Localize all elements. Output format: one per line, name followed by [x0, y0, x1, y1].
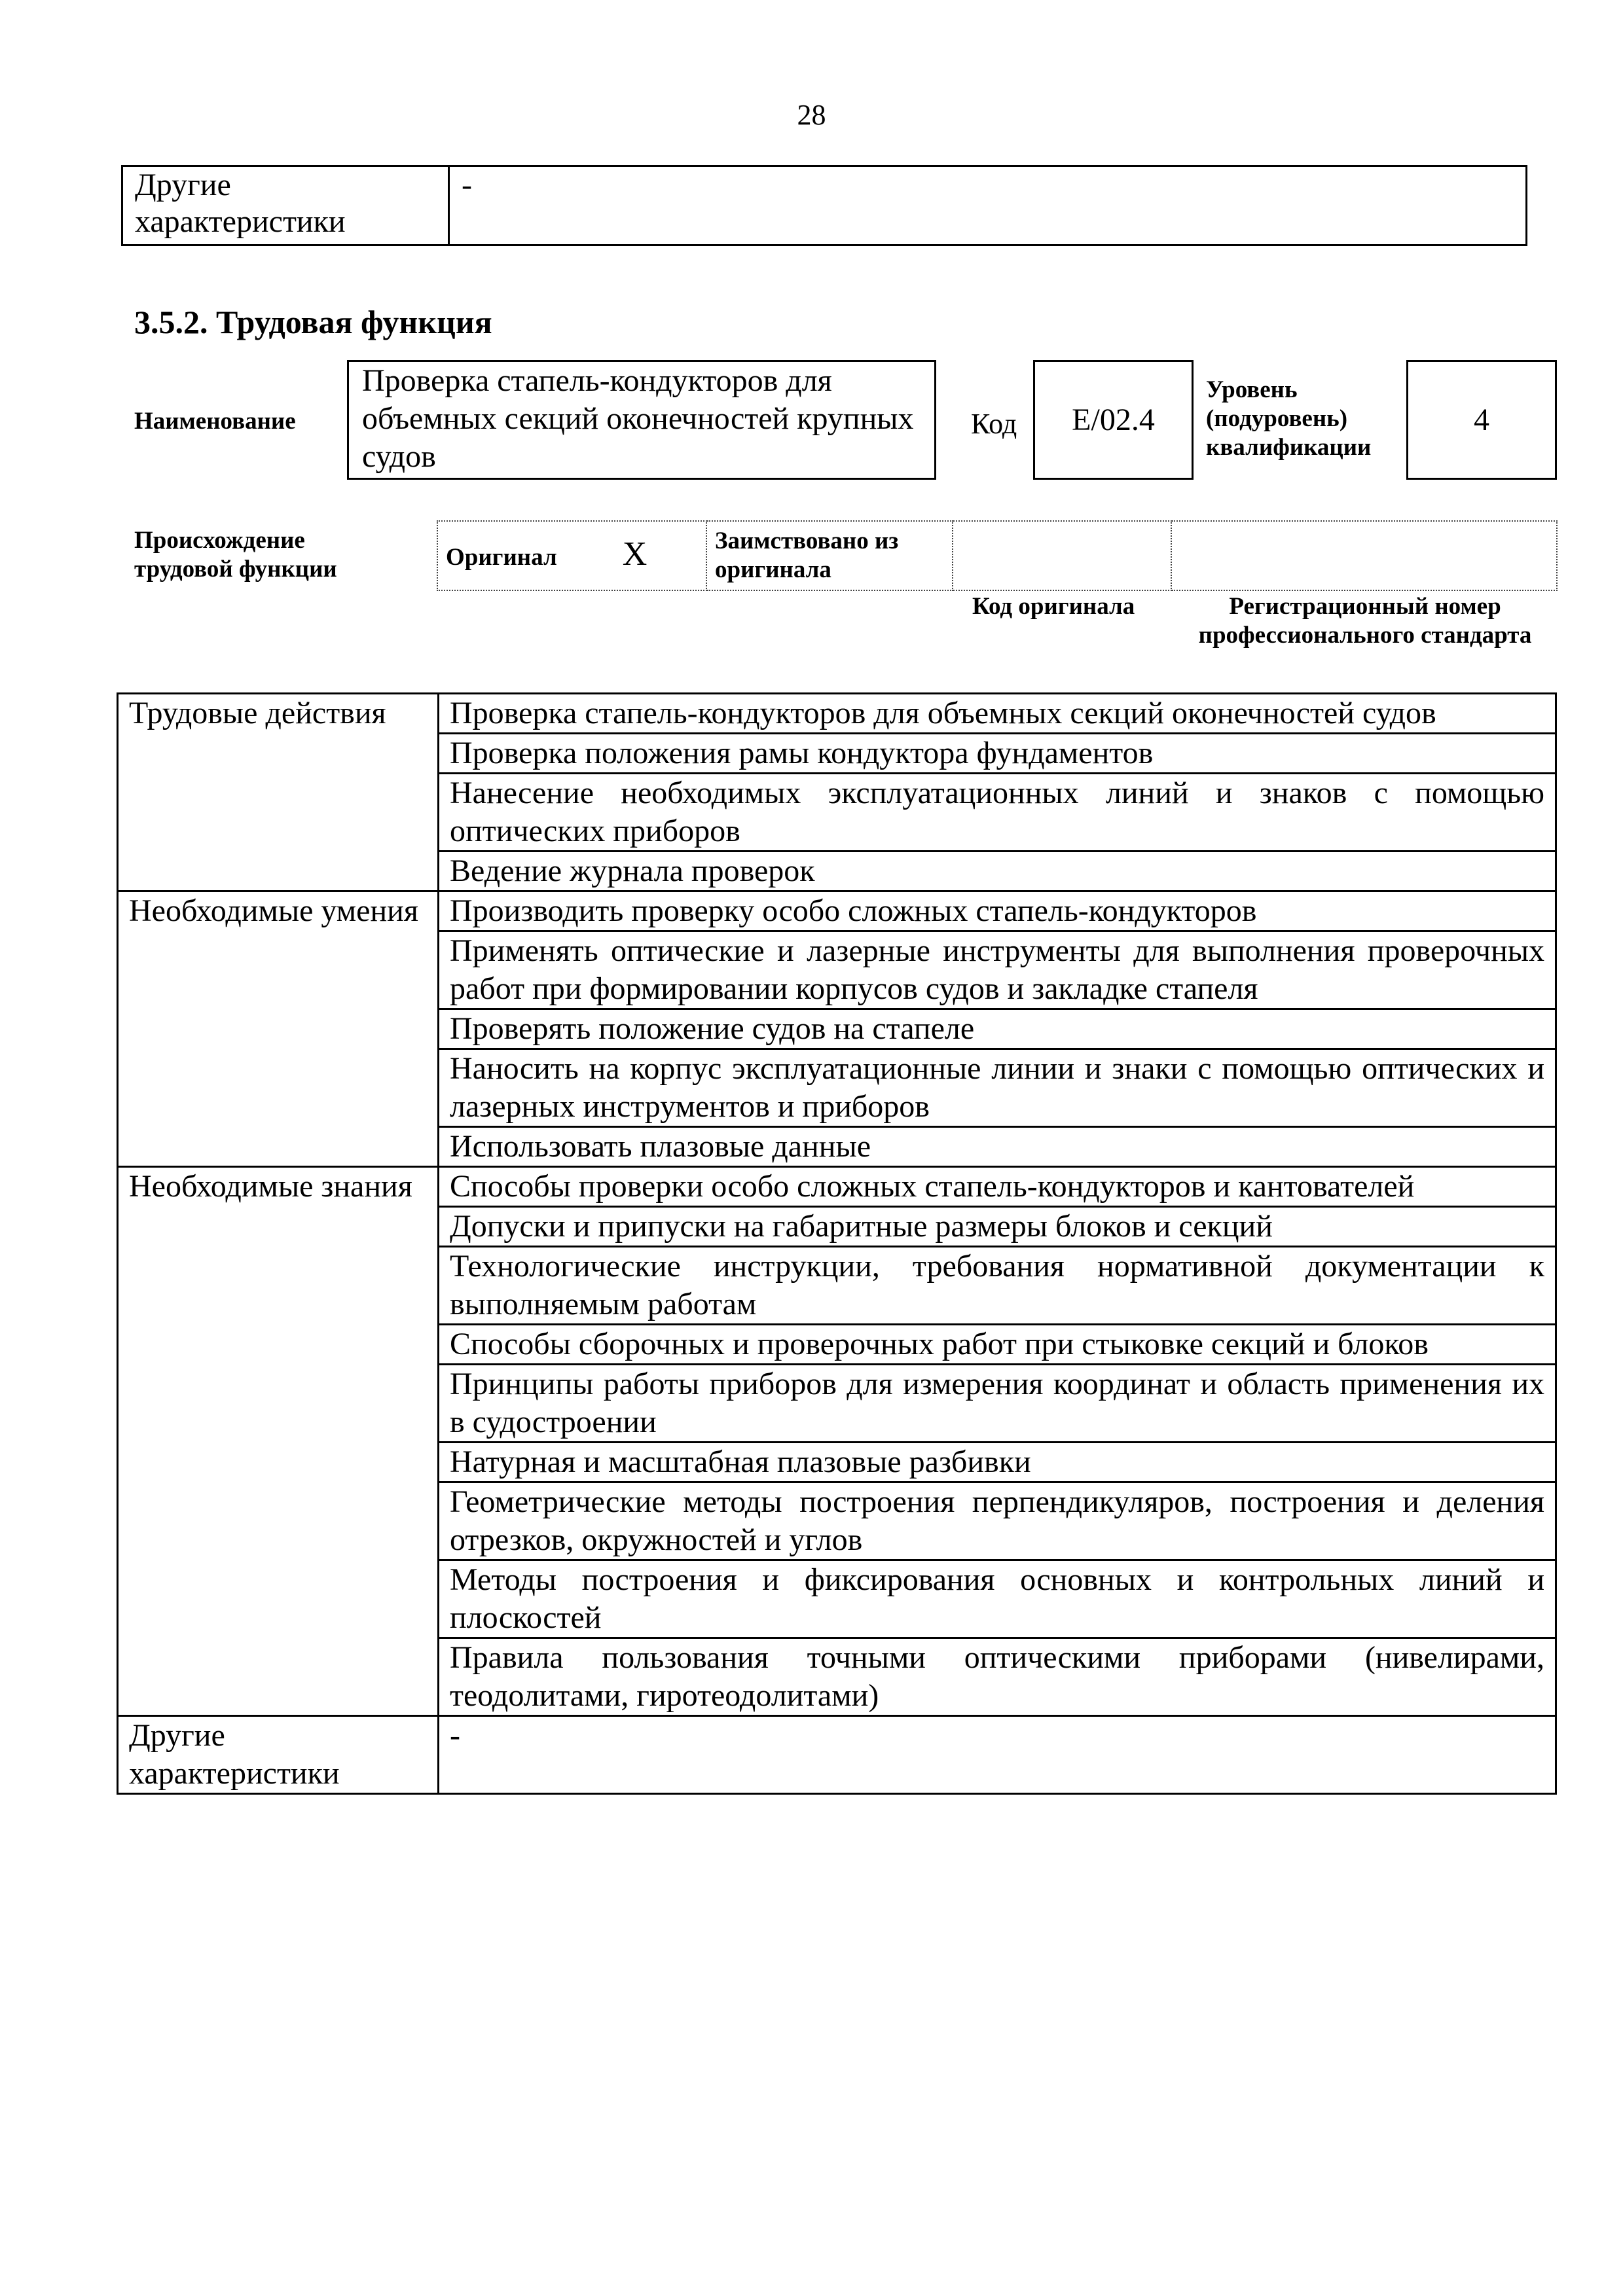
registration-number-cell — [1171, 521, 1557, 590]
labor-actions-label: Трудовые действия — [118, 694, 439, 891]
table-row — [122, 166, 1527, 245]
other-characteristics-value: - — [449, 166, 1527, 245]
required-knowledge-item: Технологические инструкции, требования нормативной документации к выполняемым работам — [439, 1247, 1556, 1325]
other-characteristics-label: Другие характеристики — [122, 166, 449, 245]
required-knowledge-item: Принципы работы приборов для измерения координат и область применения их в судостроении — [439, 1365, 1556, 1443]
required-knowledge-item: Натурная и масштабная плазовые разбивки — [439, 1443, 1556, 1482]
section-heading: 3.5.2. Трудовая функция — [134, 304, 492, 340]
required-skills-item: Использовать плазовые данные — [439, 1127, 1556, 1167]
level-value: 4 — [1474, 403, 1489, 437]
required-knowledge-item: Способы сборочных и проверочных работ при стыковке секций и блоков — [439, 1325, 1556, 1365]
page-number: 28 — [797, 99, 826, 131]
required-skills-item: Проверять положение судов на стапеле — [439, 1009, 1556, 1049]
table-row — [437, 521, 1557, 590]
origin-table — [437, 520, 1558, 591]
required-skills-label: Необходимые умения — [118, 891, 439, 1167]
table-row — [118, 1716, 1556, 1794]
labor-function-table — [117, 692, 1557, 1795]
original-mark: X — [622, 535, 647, 573]
required-knowledge-item: Правила пользования точными оптическими приборами (нивелирами, теодолитами, гиротеодолитами) — [439, 1638, 1556, 1716]
required-knowledge-item: Допуски и припуски на габаритные размеры блоков и секций — [439, 1207, 1556, 1247]
required-knowledge-item: Геометрические методы построения перпендикуляров, построения и деления отрезков, окружностей и углов — [439, 1482, 1556, 1560]
required-skills-item: Применять оптические и лазерные инструменты для выполнения проверочных работ при формировании корпусов судов и закладке стапеля — [439, 931, 1556, 1009]
labor-actions-item: Проверка положения рамы кондуктора фундаментов — [439, 734, 1556, 774]
table-row — [118, 1167, 1556, 1207]
required-skills-item: Наносить на корпус эксплуатационные линии и знаки с помощью оптических и лазерных инструментов и приборов — [439, 1049, 1556, 1127]
origin-label: Происхождение трудовой функции — [134, 527, 337, 583]
original-cell — [437, 521, 706, 590]
code-label: Код — [971, 408, 1017, 440]
table-row — [118, 891, 1556, 931]
borrowed-label: Заимствовано из оригинала — [706, 521, 953, 590]
name-label: Наименование — [134, 408, 296, 435]
original-label: Оригинал — [446, 543, 557, 571]
labor-actions-item: Нанесение необходимых эксплуатационных линий и знаков с помощью оптических приборов — [439, 774, 1556, 852]
other-characteristics-value: - — [439, 1716, 1556, 1794]
required-knowledge-label: Необходимые знания — [118, 1167, 439, 1716]
function-code-value: E/02.4 — [1072, 403, 1155, 437]
required-skills-item: Производить проверку особо сложных стапель-кондукторов — [439, 891, 1556, 931]
required-knowledge-item: Способы проверки особо сложных стапель-кондукторов и кантователей — [439, 1167, 1556, 1207]
registration-number-caption: Регистрационный номер профессионального стандарта — [1198, 593, 1532, 649]
level-label: Уровень (подуровень) квалификации — [1206, 376, 1372, 461]
other-characteristics-top-table — [121, 165, 1527, 246]
table-row — [118, 694, 1556, 734]
original-code-caption: Код оригинала — [972, 593, 1135, 620]
original-code-cell — [953, 521, 1171, 590]
other-characteristics-label: Другие характеристики — [118, 1716, 439, 1794]
labor-actions-item: Проверка стапель-кондукторов для объемных секций оконечностей судов — [439, 694, 1556, 734]
labor-actions-item: Ведение журнала проверок — [439, 852, 1556, 891]
function-name-box: Проверка стапель-кондукторов для объемных секций оконечностей крупных судов — [347, 360, 936, 480]
level-box — [1406, 360, 1557, 480]
function-code-box — [1033, 360, 1194, 480]
required-knowledge-item: Методы построения и фиксирования основных и контрольных линий и плоскостей — [439, 1560, 1556, 1638]
